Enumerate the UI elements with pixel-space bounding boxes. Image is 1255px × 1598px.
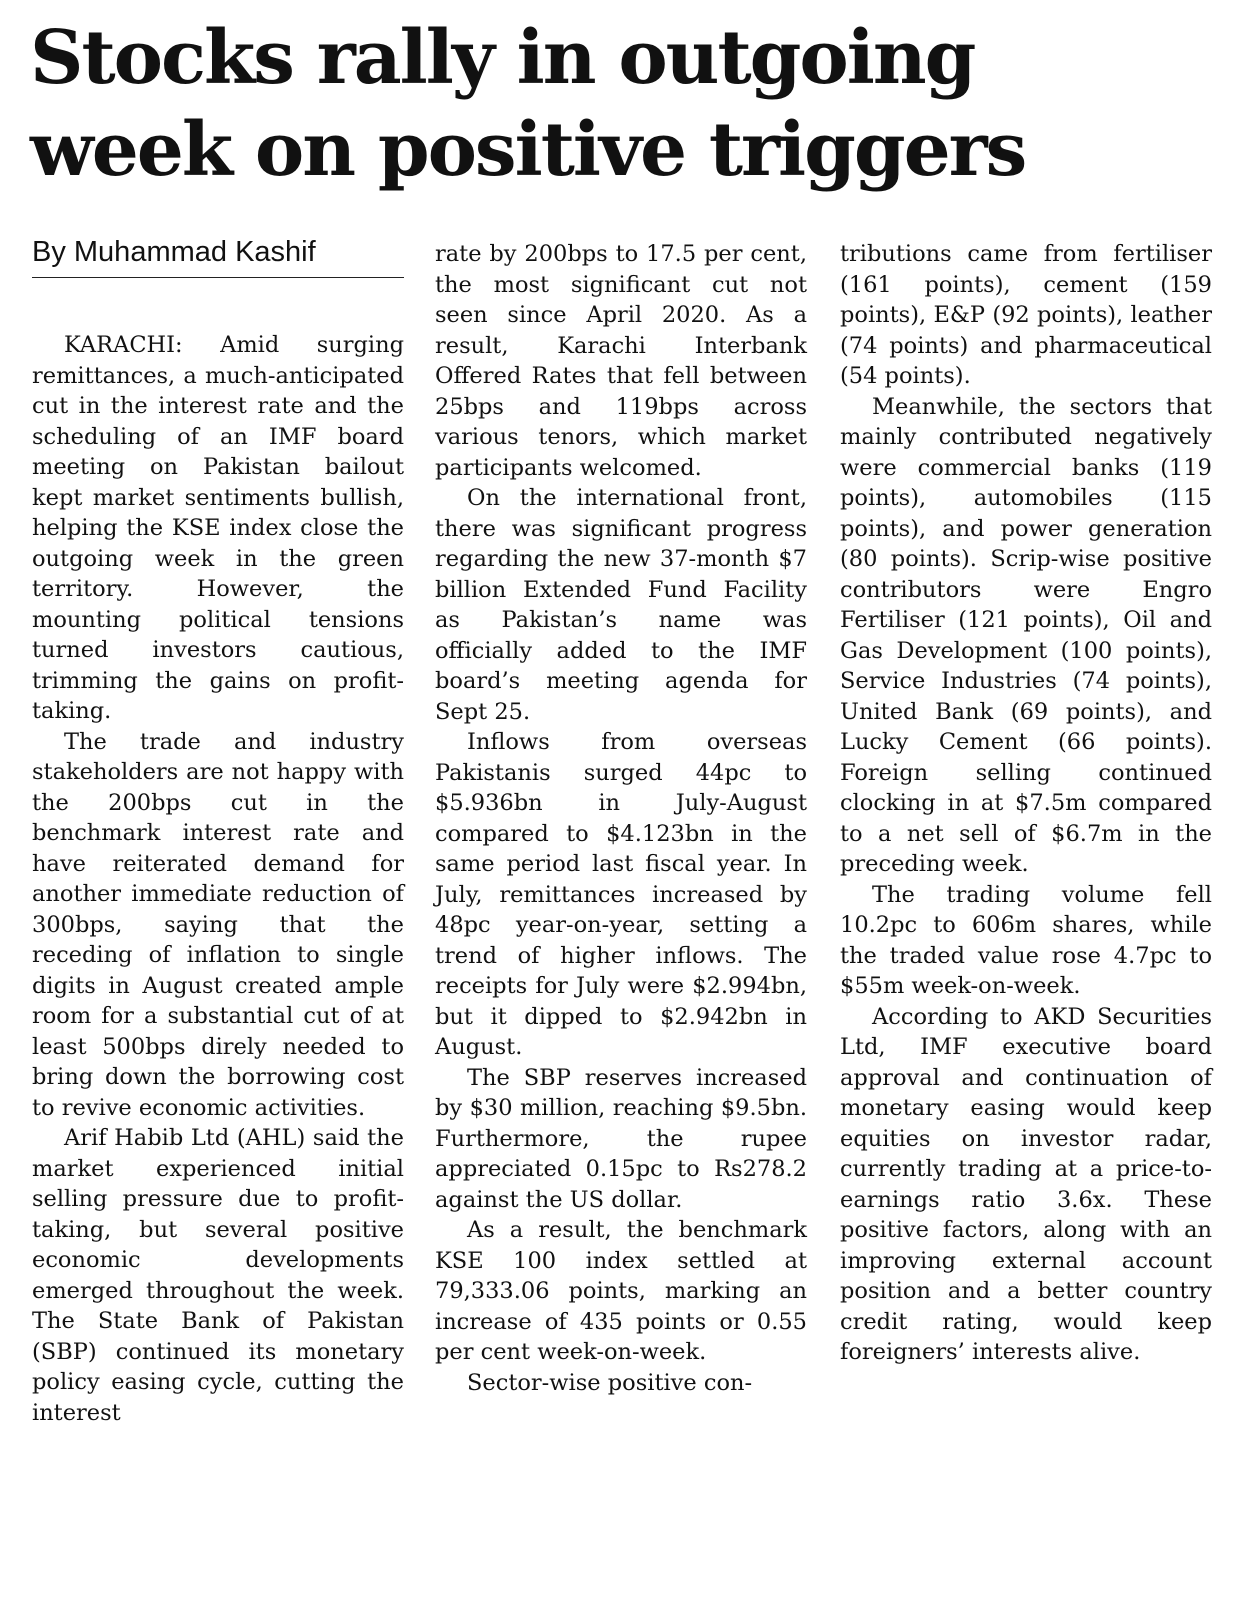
article-paragraph-continued: tributions came from fertiliser (161 points), cement (159 points), E&P (92 points), leather (74 points) and pharmaceutical (54 points). xyxy=(840,241,1212,389)
headline-line-1: Stocks rally in outgoing xyxy=(30,15,975,101)
article-paragraph: The SBP reserves increased by $30 million, reaching $9.5bn. Furthermore, the rupee appreciated 0.15pc to Rs278.2 against the US dollar. xyxy=(435,1064,807,1213)
article-column-2 xyxy=(435,239,807,1398)
article-paragraph: Inflows from overseas Pakistanis surged 44pc to $5.936bn in July-August compared to $4.123bn in the same period last fiscal year. In July, remittances increased by 48pc year-on-year, setting a trend of higher inflows. The receipts for July were $2.994bn, but it dipped to $2.942bn in August. xyxy=(435,729,807,1060)
article-paragraph: As a result, the benchmark KSE 100 index settled at 79,333.06 points, marking an increase of 435 points or 0.55 per cent week-on-week. xyxy=(435,1217,807,1365)
article-paragraph: The trading volume fell 10.2pc to 606m shares, while the traded value rose 4.7pc to $55m week-on-week. xyxy=(840,881,1212,999)
article-paragraph: According to AKD Securities Ltd, IMF executive board approval and continuation of monetary easing would keep equities on investor radar, currently trading at a price-to-earnings ratio 3.6x. These positive factors, along with an improving external account position and a better country credit rating, would keep foreigners’ interests alive. xyxy=(840,1003,1212,1365)
article-column-3 xyxy=(840,239,1212,1368)
article-paragraph: On the international front, there was significant progress regarding the new 37-month $7 billion Extended Fund Facility as Pakistan’s name was officially added to the IMF board’s meeting agenda for Sept 25. xyxy=(435,485,807,725)
headline xyxy=(30,12,1230,196)
byline: By Muhammad Kashif xyxy=(32,236,316,268)
headline-line-2: week on positive triggers xyxy=(30,107,1026,193)
article-column-1 xyxy=(32,330,404,1428)
article-paragraph: The trade and industry stakeholders are not happy with the 200bps cut in the benchmark interest rate and have reiterated demand for another immediate reduction of 300bps, saying that the receding of inflation to single digits in August created ample room for a substantial cut of at least 500bps direly needed to bring down the borrowing cost to revive economic activities. xyxy=(32,728,404,1121)
article-paragraph: KARACHI: Amid surging remittances, a much-anticipated cut in the interest rate and the scheduling of an IMF board meeting on Pakistan bailout kept market sentiments bullish, helping the KSE index close the outgoing week in the green territory. However, the mounting political tensions turned investors cautious, trimming the gains on profit-taking. xyxy=(32,332,404,724)
article-paragraph: Arif Habib Ltd (AHL) said the market experienced initial selling pressure due to profit-taking, but several positive economic developments emerged throughout the week. The State Bank of Pakistan (SBP) continued its monetary policy easing cycle, cutting the interest xyxy=(32,1125,404,1426)
byline-divider xyxy=(32,277,404,278)
article-paragraph: Sector-wise positive con- xyxy=(467,1369,753,1396)
article-paragraph-continued: rate by 200bps to 17.5 per cent, the most significant cut not seen since April 2020. As a result, Karachi Interbank Offered Rates that fell between 25bps and 119bps across various tenors, which market participants welcomed. xyxy=(435,241,807,481)
article-paragraph: Meanwhile, the sectors that mainly contributed negatively were commercial banks (119 points), automobiles (115 points), and power generation (80 points). Scrip-wise positive contributors were Engro Fertiliser (121 points), Oil and Gas Development (100 points), Service Industries (74 points), United Bank (69 points), and Lucky Cement (66 points). Foreign selling continued clocking in at $7.5m compared to a net sell of $6.7m in the preceding week. xyxy=(840,393,1212,877)
